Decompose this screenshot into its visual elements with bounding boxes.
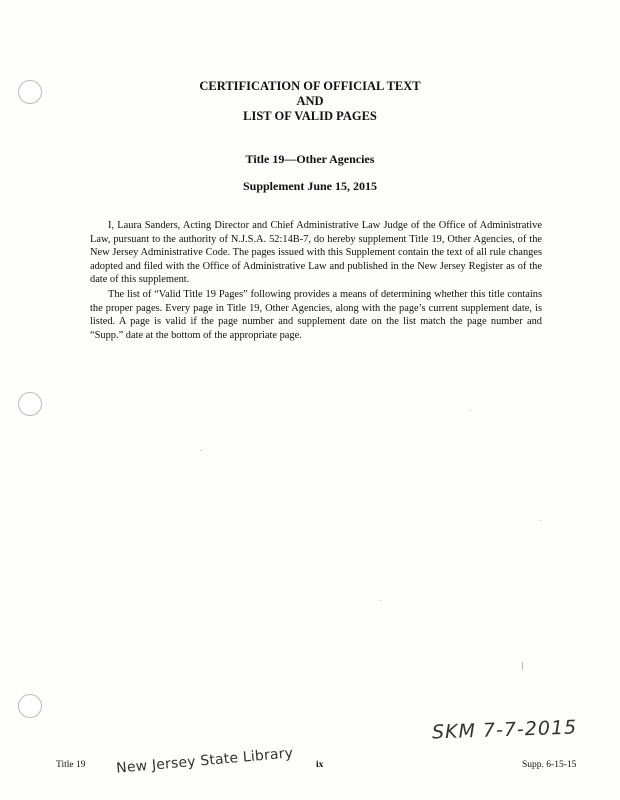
library-stamp: New Jersey State Library xyxy=(115,745,294,777)
footer-page-number: ix xyxy=(316,760,324,770)
scan-speck xyxy=(380,600,381,601)
supplement-date-heading: Supplement June 15, 2015 xyxy=(242,179,378,193)
certification-paragraph: I, Laura Sanders, Acting Director and Chief Administrative Law Judge of the Office of Administrative Law, pursuant to the authority of N.J.S.A. 52:14B-7, do hereby supplement Title 19, Other Agencies, of the New Jersey Administrative Code. The pages issued with this Supplement contain the text of all rule changes adopted and filed with the Office of Administrative Law and published in the New Jersey Register as of the date of this supplement. xyxy=(90,220,542,286)
title-heading: Title 19—Other Agencies xyxy=(245,152,375,166)
scan-speck xyxy=(200,450,201,451)
heading-line-3: LIST OF VALID PAGES xyxy=(243,109,377,123)
handwritten-note: SKM 7-7-2015 xyxy=(431,716,578,744)
heading-line-1: CERTIFICATION OF OFFICIAL TEXT xyxy=(199,79,421,93)
scan-speck xyxy=(470,410,471,411)
scan-speck xyxy=(540,520,541,521)
scan-speck xyxy=(522,662,523,670)
punch-hole-middle xyxy=(18,392,42,416)
punch-hole-bottom xyxy=(18,694,42,718)
footer-supplement-date: Supp. 6-15-15 xyxy=(522,760,577,770)
heading-line-2: AND xyxy=(296,94,324,108)
footer-title: Title 19 xyxy=(56,760,86,770)
valid-pages-paragraph: The list of “Valid Title 19 Pages” following provides a means of determining whether this title contains the proper pages. Every page in Title 19, Other Agencies, along with the page’s current supplement date, is listed. A page is valid if the page number and supplement date on the list match the page number and “Supp.” date at the bottom of the appropriate page. xyxy=(90,289,542,341)
